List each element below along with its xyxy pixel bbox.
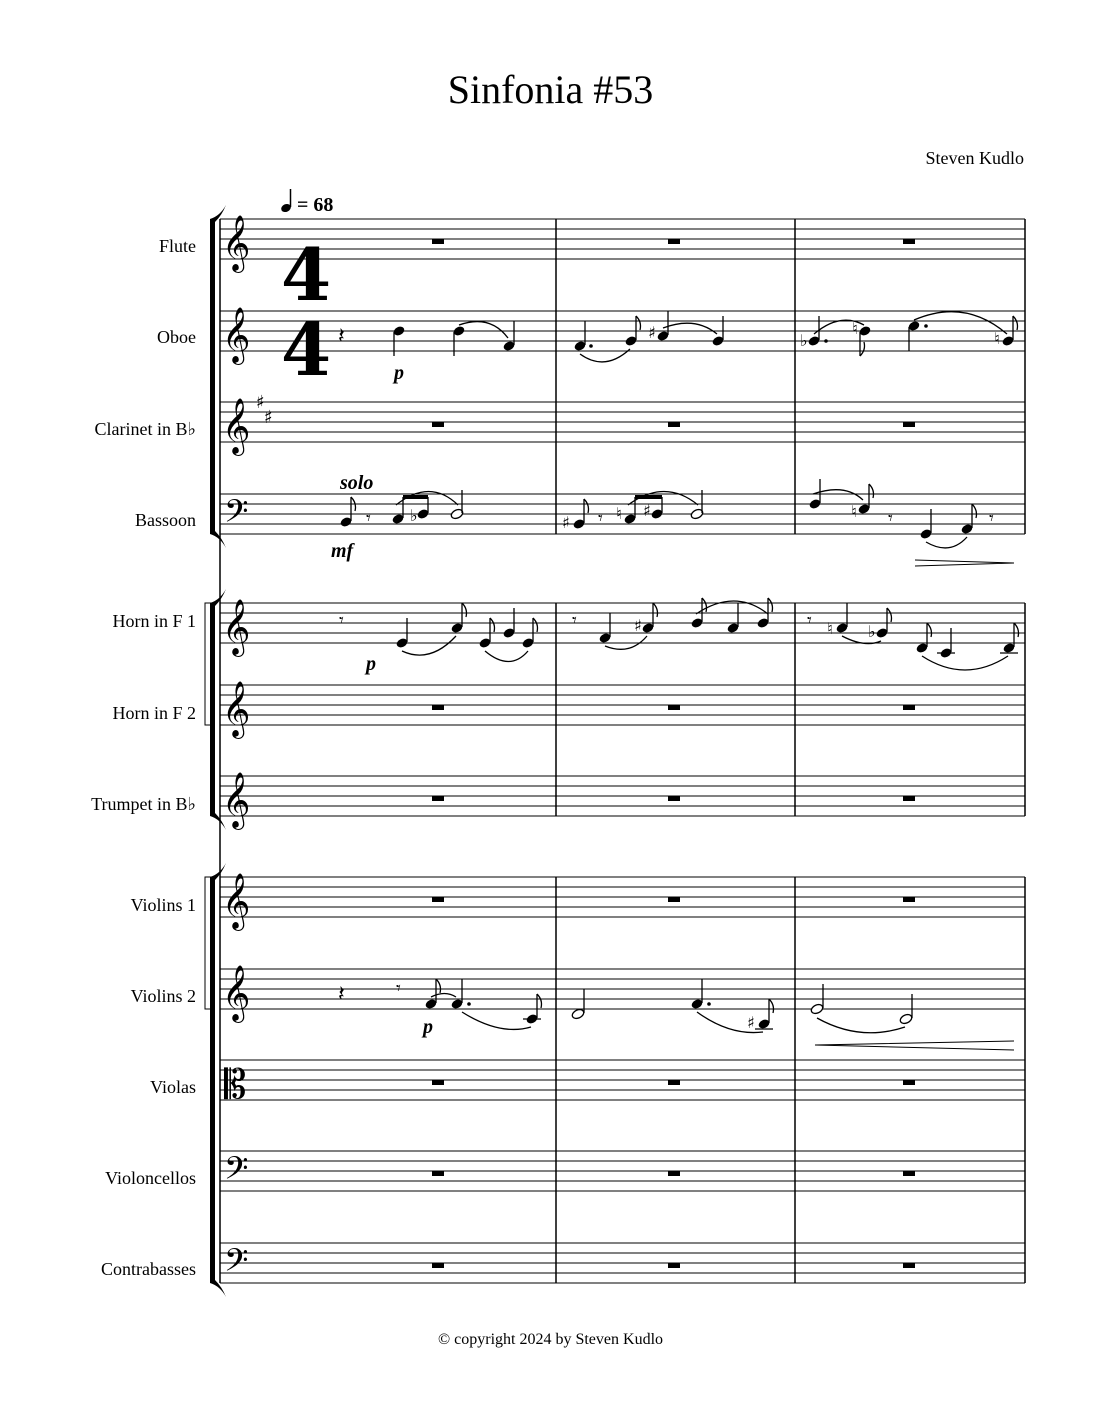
instrument-label-horn-1: Horn in F 1 — [112, 611, 196, 631]
eighth-rest-icon: 𝄾 — [888, 508, 893, 529]
natural-icon: ♮ — [851, 502, 857, 521]
alto-clef-icon: 𝄡 — [224, 1062, 247, 1108]
flat-icon: ♭ — [868, 622, 876, 641]
instrument-label-trumpet: Trumpet in B♭ — [91, 794, 196, 814]
natural-icon: ♮ — [616, 504, 622, 523]
whole-rests — [432, 239, 915, 1268]
staves — [220, 219, 1025, 1283]
solo-marking: solo — [340, 472, 374, 494]
instrument-label-violins-1: Violins 1 — [130, 895, 196, 915]
eighth-rest-icon: 𝄾 — [366, 508, 371, 529]
eighth-rest-icon: 𝄾 — [396, 978, 401, 999]
treble-clef-icon: 𝄞 — [222, 965, 251, 1021]
clefs — [222, 215, 273, 1286]
instrument-label-violas: Violas — [150, 1077, 196, 1097]
horn1-notes — [339, 598, 1019, 670]
dynamic-p-oboe: p — [394, 362, 404, 384]
sharp-icon: ♯ — [747, 1013, 755, 1032]
flat-icon: ♭ — [800, 331, 808, 350]
bass-clef-icon: 𝄢 — [224, 1150, 249, 1194]
time-signature-bottom: 4 — [281, 307, 332, 392]
instrument-label-clarinet: Clarinet in B♭ — [94, 419, 196, 439]
sharp-icon: ♯ — [648, 323, 656, 342]
natural-icon: ♮ — [827, 619, 833, 638]
tempo-text: = 68 — [297, 194, 334, 216]
bass-clef-icon: 𝄢 — [224, 1242, 249, 1286]
tempo-marking — [280, 189, 334, 216]
flat-icon: ♭ — [410, 506, 418, 525]
eighth-rest-icon: 𝄾 — [572, 610, 577, 631]
dynamic-p-horn: p — [366, 653, 376, 675]
eighth-rest-icon: 𝄾 — [989, 508, 994, 529]
instrument-label-violins-2: Violins 2 — [130, 986, 196, 1006]
natural-icon: ♮ — [994, 329, 1000, 348]
eighth-rest-icon: 𝄾 — [807, 610, 812, 631]
instrument-label-oboe: Oboe — [157, 327, 196, 347]
instrument-label-bassoon: Bassoon — [134, 510, 196, 530]
sharp-icon: ♯ — [562, 513, 570, 532]
time-signature — [281, 232, 331, 392]
instrument-label-contrabasses: Contrabasses — [101, 1259, 196, 1279]
dynamic-p-violins2: p — [423, 1016, 433, 1038]
instrument-label-flute: Flute — [158, 236, 196, 256]
eighth-rest-icon: 𝄾 — [339, 610, 344, 631]
quarter-rest-icon: 𝄽 — [338, 982, 345, 1007]
sharp-icon: ♯ — [256, 392, 265, 413]
eighth-rest-icon: 𝄾 — [598, 508, 603, 529]
treble-clef-icon: 𝄞 — [222, 772, 251, 828]
sharp-icon: ♯ — [264, 407, 273, 428]
group-brackets — [205, 205, 226, 1297]
sharp-icon: ♯ — [643, 501, 651, 520]
score-title: Sinfonia #53 — [447, 67, 654, 112]
bass-clef-icon: 𝄢 — [224, 493, 249, 537]
barlines — [556, 219, 1025, 1283]
treble-clef-icon: 𝄞 — [222, 398, 251, 454]
oboe-notes — [338, 311, 1018, 362]
treble-clef-icon: 𝄞 — [222, 307, 251, 363]
dynamic-mf-bassoon: mf — [331, 540, 354, 562]
composer-name: Steven Kudlo — [925, 148, 1024, 168]
bassoon-notes — [339, 479, 1014, 566]
natural-icon: ♮ — [852, 319, 858, 338]
quarter-rest-icon: 𝄽 — [338, 324, 345, 349]
treble-clef-icon: 𝄞 — [222, 215, 251, 271]
treble-clef-icon: 𝄞 — [222, 681, 251, 737]
copyright-notice: © copyright 2024 by Steven Kudlo — [437, 1331, 664, 1348]
instrument-label-horn-2: Horn in F 2 — [112, 703, 196, 723]
instrument-label-violoncellos: Violoncellos — [105, 1168, 196, 1188]
treble-clef-icon: 𝄞 — [222, 599, 251, 655]
time-signature-top: 4 — [281, 232, 332, 317]
sharp-icon: ♯ — [634, 616, 642, 635]
treble-clef-icon: 𝄞 — [222, 873, 251, 929]
